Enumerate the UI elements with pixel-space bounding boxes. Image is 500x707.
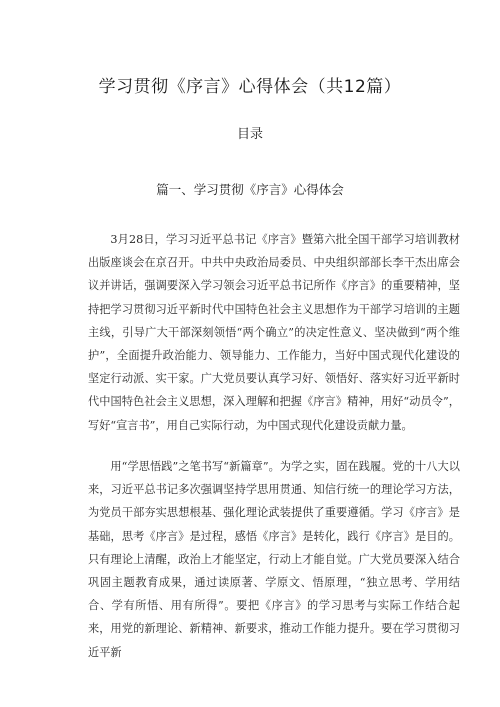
document-title: 学习贯彻《序言》心得体会（共12篇） <box>98 77 402 97</box>
paragraph-1: 3月28日，学习习近平总书记《序言》暨第六批全国干部学习培训教材出版座谈会在京召开。中共中央政治局委员、中央组织部部长李干杰出席会议并讲话，强调要深入学习领会习近平总书记所作《序言》的重要精神，坚持把学习贯彻习近平新时代中国特色社会主义思想作为干部学习培训的主题主线，引导广大干部深刻领悟“两个确立”的决定性意义、坚决做到“两个维护”，全面提升政治能力、领导能力、工作能力，当好中国式现代化建设的坚定行动派、实干家。广大党员要认真学习好、领悟好、落实好习近平新时代中国特色社会主义思想，深入理解和把握《序言》精神，用好“动员令”，写好“宣言书”，用自己实际行动，为中国式现代化建设贡献力量。 <box>88 233 460 432</box>
paragraph-2: 用“学思悟践”之笔书写“新篇章”。为学之实，固在践履。党的十八大以来，习近平总书记多次强调坚持学思用贯通、知信行统一的理论学习方法，为党员干部夯实思想根基、强化理论武装提供了重要遵循。学习《序言》是基础，思考《序言》是过程，感悟《序言》是转化，践行《序言》是目的。只有理论上清醒，政治上才能坚定，行动上才能自觉。广大党员要深入结合巩固主题教育成果，通过读原著、学原文、悟原理，“独立思考、学用结合、学有所悟、用有所得”。要把《序言》的学习思考与实际工作结合起来，用党的新理论、新精神、新要求，推动工作能力提升。要在学习贯彻习近平新 <box>88 460 460 659</box>
section-title: 篇一、学习贯彻《序言》心得体会 <box>156 182 344 197</box>
toc-heading: 目录 <box>236 127 263 142</box>
